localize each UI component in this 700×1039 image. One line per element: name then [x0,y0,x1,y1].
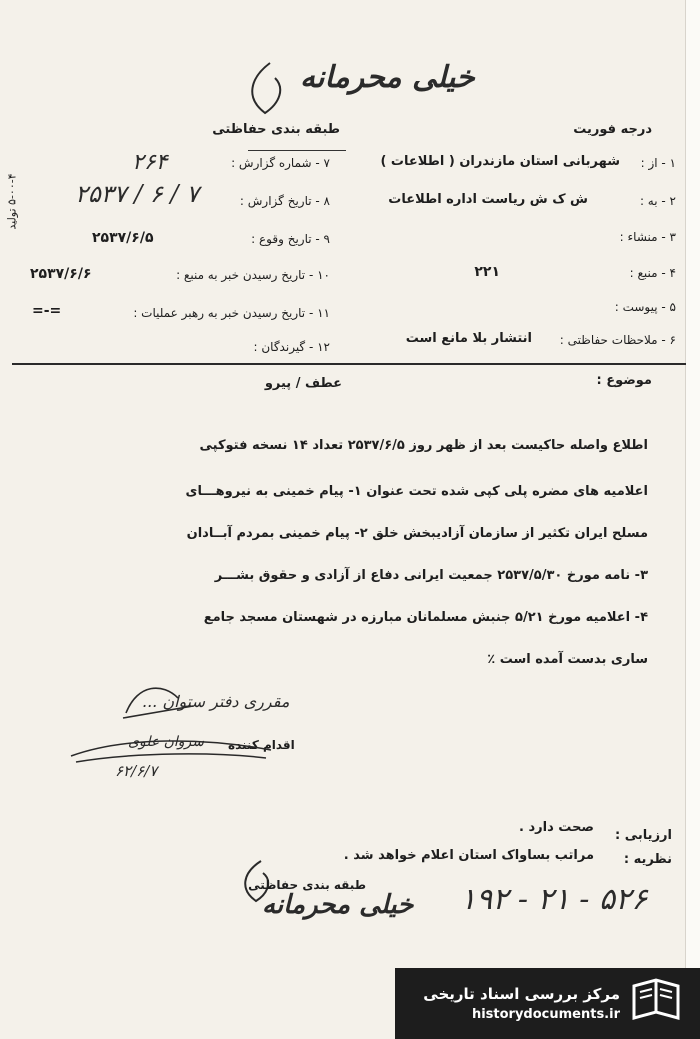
doc-ref: ۱۹۲ - ۲۱ - ۵۲۶ [460,882,648,917]
subject-label: موضوع : [596,373,652,388]
occurrence-date-label: ۹ - تاریخ وقوع : [251,232,330,246]
archive-book-icon [630,978,682,1022]
report-date-label: ۸ - تاریخ گزارش : [239,194,330,208]
watermark-url: historydocuments.ir [471,1007,620,1022]
subject-ref: عطف / پیرو [264,376,342,391]
body-line-6: ساری بدست آمده است ٪ [487,652,648,667]
recipients-label: ۱۲ - گیرندگان : [253,340,330,354]
received-source-value: ۲۵۳۷/۶/۶ [30,266,92,282]
action-signature [66,728,276,773]
classification-underline [248,150,346,151]
opinion-value: مراتب بساواک استان اعلام خواهد شد . [343,848,594,863]
source-value: ۲۲۱ [474,264,500,280]
source-label: ۴ - منبع : [629,266,676,280]
assessment-value: صحت دارد . [519,820,594,835]
body-line-2: اعلامیه های مضره پلی کپی شده تحت عنوان ۱- پیام خمینی به نیروهـــای [185,484,648,499]
received-source-label: ۱۰ - تاریخ رسیدن خبر به منبع : [176,268,330,282]
classification-bottom: خیلی محرمانه [262,890,414,920]
report-date-value: ۷ / ۶ / ۲۵۳۷ [75,180,200,208]
received-leader-value: =-= [32,303,62,319]
classification-top: خیلی محرمانه [300,60,475,95]
page-edge [685,0,700,1039]
origin-label: ۳ - منشاء : [619,230,676,244]
action-date: ۶۲/۶/۷ [115,762,158,780]
body-line-3: مسلح ایران تکثیر از سازمان آزادیبخش خلق ۲- پیام خمینی بمردم آبــادان [186,526,648,541]
occurrence-date-value: ۲۵۳۷/۶/۵ [92,230,154,246]
to-value: ش ک ش ریاست اداره اطلاعات [388,192,588,207]
body-line-4: ۳- نامه مورخ ۲۵۳۷/۵/۳۰ جمعیت ایرانی دفاع از آزادی و حقوق بشـــر [214,568,648,583]
action-label: اقدام کننده [228,738,295,752]
report-no-label: ۷ - شماره گزارش : [231,156,330,170]
body-line-5: ۴- اعلامیه مورخ ۵/۲۱ جنبش مسلمانان مبارزه در شهستان مسجد جامع [203,610,648,625]
received-leader-label: ۱۱ - تاریخ رسیدن خبر به رهبر عملیات : [133,306,330,320]
remarks-label: ۶ - ملاحظات حفاظتی : [559,333,676,347]
attachment-label: ۵ - پیوست : [614,300,676,314]
from-label: ۱ - از : [640,156,676,170]
report-no-value: ۲۶۴ [132,150,168,175]
margin-code: ۵-۰۰-۴ تولید [5,173,19,230]
remarks-value: انتشار بلا مانع است [405,331,532,346]
footer-classification-label: طبقه بندی حفاظتی [248,878,366,892]
note-scribble [118,678,198,728]
from-value: شهربانی استان مازندران ( اطلاعات ) [380,154,620,169]
opinion-label: نظریه : [623,852,672,867]
priority-label: درجه فوریت [573,122,652,137]
watermark-title: مرکز بررسی اسناد تاریخی [423,985,620,1003]
classification-mark-top [240,58,290,118]
body-line-1: اطلاع واصله حاکیست بعد از ظهر روز ۲۵۳۷/۶/۵ تعداد ۱۴ نسخه فتوکپی [199,438,648,453]
assessment-label: ارزیابی : [615,828,672,843]
handwritten-note: مقرری دفتر ستوان ... [142,692,290,711]
action-value: سروان علوی [128,734,205,750]
header-separator [12,363,686,365]
classification-label: طبقه بندی حفاظتی [212,122,340,137]
to-label: ۲ - به : [639,194,676,208]
